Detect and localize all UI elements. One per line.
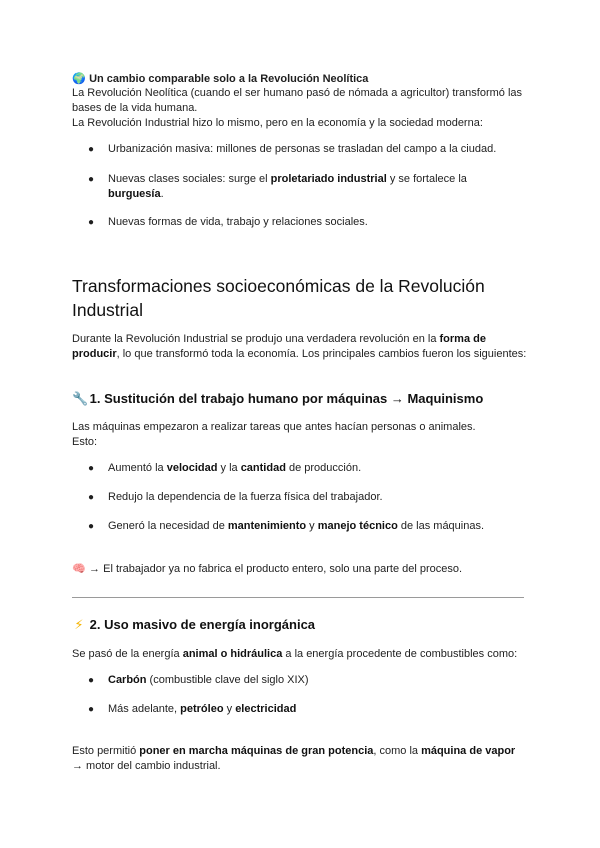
subsection-2-title: 2. Uso masivo de energía inorgánica	[89, 617, 316, 632]
subsection-1-heading	[72, 390, 542, 409]
list-item-text: Más adelante,	[108, 703, 181, 715]
list-item-text: y	[306, 520, 318, 532]
list-item-text: de las máquinas.	[397, 520, 485, 532]
s1-paragraph-2: Esto:	[72, 436, 98, 448]
wrench-icon: 🔧	[72, 392, 89, 407]
list-item-bold: proletariado industrial	[270, 173, 387, 185]
list-item-text: Nuevas clases sociales: surge el	[108, 173, 271, 185]
paragraph-text: Esto permitió	[72, 745, 140, 757]
list-item-bold: burguesía	[108, 188, 161, 200]
list-item-text: y la	[217, 462, 241, 474]
bullet-icon: ●	[88, 704, 95, 715]
s2-paragraph	[72, 647, 532, 662]
list-item-text: (combustible clave del siglo XIX)	[146, 674, 309, 686]
paragraph-bold: poner en marcha máquinas de gran potencia	[139, 745, 374, 757]
paragraph-text: a la energía procedente de combustibles como:	[282, 648, 518, 660]
intro-heading	[72, 71, 532, 87]
s2-conclusion	[72, 744, 528, 774]
list-item-text: Generó la necesidad de	[108, 520, 228, 532]
list-item-text: de producción.	[285, 462, 362, 474]
list-item-bold: mantenimiento	[227, 520, 307, 532]
list-item-text: Urbanización masiva: millones de personas se trasladan del campo a la ciudad.	[108, 143, 497, 155]
paragraph-bold: animal o hidráulica	[182, 648, 283, 660]
section-heading: Transformaciones socioeconómicas de la Revolución Industrial	[72, 276, 485, 320]
list-item-bold: electricidad	[235, 703, 297, 715]
s1-note	[72, 561, 532, 577]
list-item	[88, 490, 518, 505]
paragraph-text: → motor del cambio industrial.	[72, 760, 221, 772]
list-item	[88, 461, 518, 476]
list-item-text: .	[160, 188, 164, 200]
bullet-icon: ●	[88, 217, 95, 228]
section-paragraph	[72, 332, 532, 362]
bullet-icon: ●	[88, 521, 95, 532]
bullet-icon: ●	[88, 463, 95, 474]
list-item-bold: petróleo	[180, 703, 224, 715]
intro-paragraph-2: La Revolución Industrial hizo lo mismo, pero en la economía y la sociedad moderna:	[72, 117, 483, 129]
bullet-icon: ●	[88, 144, 95, 155]
list-item	[88, 215, 518, 230]
list-item-text: y	[223, 703, 236, 715]
subsection-1-title: 1. Sustitución del trabajo humano por máquinas → Maquinismo	[89, 391, 484, 406]
paragraph-bold: máquina de vapor	[421, 745, 516, 757]
list-item	[88, 172, 518, 202]
bullet-icon: ●	[88, 675, 95, 686]
paragraph-text: , lo que transformó toda la economía. Los principales cambios fueron los siguientes:	[116, 348, 527, 360]
list-item	[88, 142, 518, 157]
list-item	[88, 519, 518, 534]
s1-note-text: → El trabajador ya no fabrica el producto entero, solo una parte del proceso.	[86, 563, 463, 575]
intro-heading-text: Un cambio comparable solo a la Revolución Neolítica	[89, 73, 369, 85]
lightning-icon: ⚡	[74, 618, 84, 633]
list-item-text: Redujo la dependencia de la fuerza física del trabajador.	[108, 491, 383, 503]
list-item-bold: manejo técnico	[317, 520, 398, 532]
horizontal-divider	[72, 597, 524, 598]
list-item-bold: velocidad	[166, 462, 218, 474]
paragraph-bold: forma de producir	[72, 333, 486, 360]
list-item-bold: Carbón	[108, 674, 147, 686]
s1-paragraph-1: Las máquinas empezaron a realizar tareas que antes hacían personas o animales.	[72, 421, 476, 433]
list-item-text: Aumentó la	[108, 462, 167, 474]
bullet-icon: ●	[88, 174, 95, 185]
list-item	[88, 702, 518, 717]
list-item-bold: cantidad	[240, 462, 286, 474]
paragraph-text: Durante la Revolución Industrial se produjo una verdadera revolución en la	[72, 333, 440, 345]
subsection-2-heading	[72, 616, 542, 635]
bullet-icon: ●	[88, 492, 95, 503]
list-item-text: Nuevas formas de vida, trabajo y relaciones sociales.	[108, 216, 368, 228]
list-item	[88, 673, 518, 688]
list-item-text: y se fortalece la	[386, 173, 467, 185]
globe-icon: 🌍	[72, 72, 86, 85]
brain-icon: 🧠	[72, 562, 86, 575]
paragraph-text: , como la	[373, 745, 422, 757]
paragraph-text: Se pasó de la energía	[72, 648, 183, 660]
intro-paragraph-1: La Revolución Neolítica (cuando el ser humano pasó de nómada a agricultor) transformó las bases de la vida humana.	[72, 87, 523, 114]
